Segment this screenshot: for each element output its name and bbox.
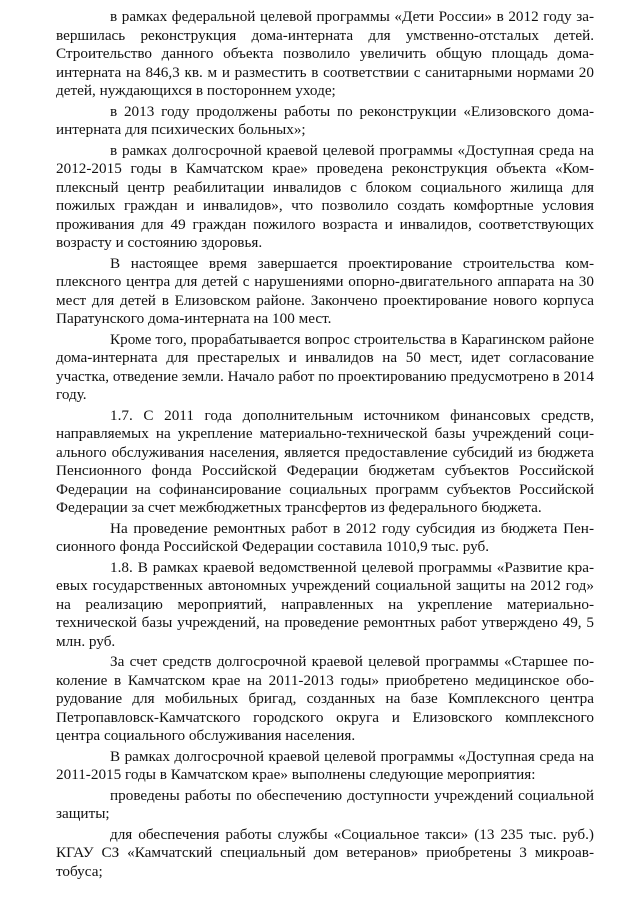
paragraph-children-of-russia: в рамках федеральной целевой программы «Дети России» в 2012 году завершилась реконструкция дома-интерната для умственно-отсталых детей. Строительство данного объекта позволило увеличить общую площадь домаинтерната на 846,3 кв. м и разместить в соответствии с санитарными нормами 20 детей, нуждающихся в постороннем уходе; [56,8,594,99]
paragraph-older-generation-program: За счет средств долгосрочной краевой целевой программы «Старшее поколение в Камчатском крае на 2011-2013 годы» приобретено медицинское оборудование для мобильных бригад, созданных на базе Комплексного центра Петропавловск-Камчатского городского округа и Елизовского комплексного центра социального обслуживания населения. [56,653,594,744]
paragraph-social-taxi: для обеспечения работы службы «Социальное такси» (13 235 тыс. руб.) КГАУ СЗ «Камчатский специальный дом ветеранов» приобретены 3 микроавтобуса; [56,825,594,880]
paragraph-accessibility-works: проведены работы по обеспечению доступности учреждений социальной защиты; [56,786,594,822]
paragraph-section-1-7: 1.7. С 2011 года дополнительным источником финансовых средств, направляемых на укрепление материально-технической базы учреждений социального обслуживания населения, является предоставление субсидий из бюджета Пенсионного фонда Российской Федерации бюджетам субъектов Российской Федерации на софинансирование социальных программ субъектов Российской Федерации за счет межбюджетных трансфертов из федерального бюджета. [56,406,594,516]
paragraph-design-complex-center: В настоящее время завершается проектирование строительства комплексного центра для детей с нарушениями опорно-двигательного аппарата на 30 мест для детей в Елизовском районе. Закончено проектирование нового корпуса Паратунского дома-интерната на 100 мест. [56,254,594,327]
paragraph-section-1-8: 1.8. В рамках краевой ведомственной целевой программы «Развитие краевых государственных автономных учреждений социальной защиты на 2012 год» на реализацию мероприятий, направленных на укрепление материальнотехнической базы учреждений, на проведение ремонтных работ утверждено 49, 5 млн. руб. [56,558,594,650]
paragraph-elizovo-reconstruction: в 2013 году продолжены работы по реконструкции «Елизовского домаинтерната для психических больных»; [56,102,594,138]
paragraph-repair-subsidy: На проведение ремонтных работ в 2012 году субсидия из бюджета Пенсионного фонда Российской Федерации составила 1010,9 тыс. руб. [56,519,594,555]
paragraph-accessible-environment-2011: В рамках долгосрочной краевой целевой программы «Доступная среда на 2011-2015 годы в Камчатском крае» выполнены следующие мероприятия: [56,747,594,783]
paragraph-karaginsky-district: Кроме того, прорабатывается вопрос строительства в Карагинском районе дома-интерната для престарелых и инвалидов на 50 мест, идет согласование участка, отведение земли. Начало работ по проектированию предусмотрено в 2014 году. [56,330,594,403]
paragraph-accessible-environment-2012: в рамках долгосрочной краевой целевой программы «Доступная среда на 2012-2015 годы в Камчатском крае» проведена реконструкция объекта «Комплексный центр реабилитации инвалидов с блоком социального жилища для пожилых граждан и инвалидов», что позволило создать комфортные условия проживания для 49 граждан пожилого возраста и инвалидов, соответствующих возрасту и состоянию здоровья. [56,141,594,251]
